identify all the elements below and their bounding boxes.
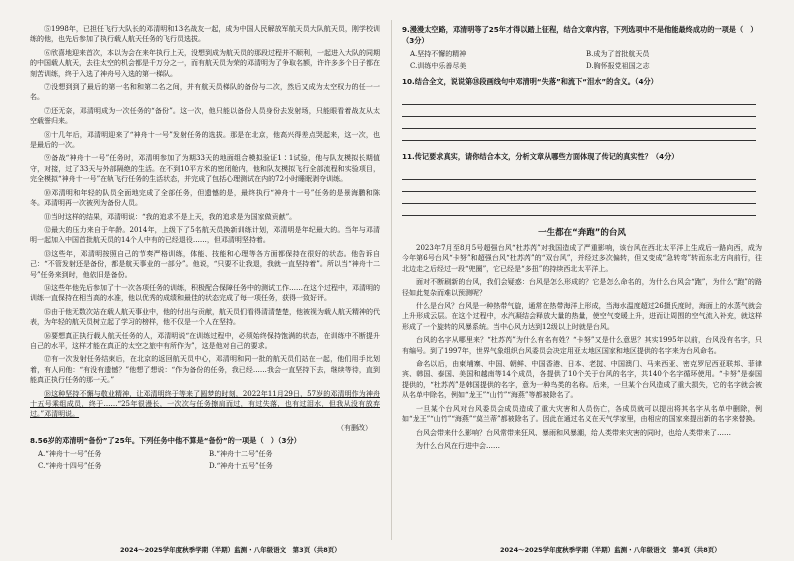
answer-line[interactable] — [402, 105, 756, 117]
option-b[interactable]: B.成为了首批航天员 — [586, 50, 650, 58]
question-8-options — [38, 448, 380, 472]
article-paragraph-8: 为什么台风在行进中会…… — [416, 441, 500, 450]
answer-line[interactable] — [402, 204, 756, 216]
paragraph-6b: ⑦没想到到了最后的第一名和和第二名之间，并有航天员梯队的备份与二次，然后又成为太空权力的任一一名。 — [30, 83, 380, 102]
answer-line[interactable] — [402, 129, 756, 141]
paragraph-5: ⑤1998年，已担任飞行大队长的邓清明和13名战友一起，成为中国人民解放军航天员大队航天员，刚学校训练的他，也先后参加了执行载人航天任务的飞行员选拔。 — [30, 25, 380, 44]
paragraph-18: ⑱这种坚持不懈与敬业精神，让邓清明终于等来了圆梦的时刻，2022年11月29日，57岁的邓清明作为神舟十五号乘组成员，终于……“25年很漫长，一次次与任务擦肩而过，有过失落，也有过泪水，但我从没有放弃过。”邓清明说。 — [30, 389, 380, 419]
answer-lines-10[interactable] — [402, 93, 762, 141]
page-3 — [30, 24, 380, 534]
paragraph-17: ⑰有一次发射任务结束后，在北京的返回航天员中心，邓清明和同一批的航天员们站在一起，他们用手比划着，有人问他：“有没有遗憾？”他想了想说：“作为备份的任务，我已经……我会一直坚持下去，继续等待，直到能真正执行任务的那一天。” — [30, 355, 380, 385]
option-a[interactable]: A.“神舟十一号”任务 — [38, 449, 102, 458]
page-4 — [402, 24, 762, 534]
option-a[interactable]: A.坚持不懈的精神 — [410, 50, 467, 58]
paragraph-7: ⑦还无奈，邓清明成为一次任务的“备份”。这一次，他只能以备份人员身份去发射场，只能眼看着战友从太空载誉归来。 — [30, 106, 380, 126]
answer-line[interactable] — [402, 93, 756, 105]
question-11: 11.传记要求真实，请你结合本文，分析文章从哪些方面体现了传记的真实性？（4分） — [402, 152, 679, 161]
paragraph-11: ⑪当时这样的结果，邓清明说：“我的追求不是上天，我的追求是为国家做贡献”。 — [44, 212, 297, 221]
paragraph-9: ⑨备战“神舟十一号”任务时，邓清明参加了为期33天的地面组合模拟验证1∶1试验，他与队友模拟长期值守，对接，过了33天与外部隔绝的生活。在不到10平方米的密闭舱内，他和队友模拟飞行全部流程和实验项目，完全模拟“神舟十一号”在轨飞行任务的生活状态，并完成了包括心理测试在内的72小时睡眠剥夺训练。 — [30, 154, 380, 184]
answer-lines-11[interactable] — [402, 168, 762, 216]
paragraph-6: ⑥欣喜地迎来首次，本以为会在来年执行上天，没想到成为航天员的那段过程并不顺利，一起进入大队的同期的中国载人航天，去往太空的机会都是千万分之一，而有航天员为荣的邓清明为了争取名额，许许多多个日子都在刻苦训练，终于入选了神舟号入选的第一梯队。 — [30, 48, 380, 78]
question-8: 8.56岁的邓清明“备份”了25年。下列任务中他不算是“备份”的一项是（ ）（3分） — [30, 435, 301, 445]
paragraph-12: ⑫最大的压力来自于年龄。2014年，上级下了5名航天员换新训练计划，邓清明是年纪最大的。当年与邓清明一起加入中国首批航天员的14个人中有的已经退役……，但邓清明坚持着。 — [30, 225, 380, 245]
paragraph-16: ⑯要想真正执行载人航天任务的人，邓清明说“在训练过程中，必须始终保持饱满的状态，在训练中不断提升自己的水平，这样才能在真正的太空之旅中有所作为”，这是他对自己的要求。 — [30, 331, 380, 350]
question-10: 10.结合全文，说说第⑱段画线句中邓清明“失落”和流下“泪水”的含义。（4分） — [402, 77, 658, 86]
page-gutter — [391, 20, 392, 540]
article-paragraph-3: 什么是台风？台风是一种热带气旋，通常在热带海洋上形成，当海水温度超过26摄氏度时，海面上的水蒸气就会上升形成云层。在这个过程中，水汽凝结会释放大量的热量，使空气变暖上升，进而让周围的空气流入补充，就这样形成了一个旋转的风暴系统。当中心风力达到12级以上时就是台风。 — [402, 302, 762, 331]
answer-line[interactable] — [402, 117, 756, 129]
page-footer-right: 2024～2025学年度秋季学期（半期）监测・八年级语文 第4页（共8页） — [500, 546, 721, 554]
question-9: 9.漫漫太空路，邓清明等了25年才得以踏上征程，结合文章内容，下列选项中不是他能最终成功的一项是（ ）（3分） — [402, 25, 758, 45]
page-footer-left: 2024～2025学年度秋季学期（半期）监测・八年级语文 第3页（共8页） — [120, 546, 341, 554]
answer-line[interactable] — [402, 192, 756, 204]
option-c[interactable]: C.训练中乐善尽美 — [410, 62, 467, 70]
paragraph-10: ⑩邓清明和年轻的队员全面地完成了全部任务，但遗憾的是，最终执行“神舟十一号”任务的是景海鹏和陈冬。邓清明再一次被列为备份人员。 — [30, 188, 380, 208]
article-paragraph-5: 命名以后，由柬埔寨、中国、朝鲜、中国香港、日本、老挝、中国澳门、马来西亚、密克罗尼西亚联邦、菲律宾、韩国、泰国、美国和越南等14个成员，各提供了10个关于台风的名字，共140个名字循环使用。“卡努”是泰国提供的，“杜苏芮”是韩国提供的名字，意为一种鸟类的名称。后来，一旦某个台风造成了重大损失，它的名字就会被从名单中除名，例如“龙王”“山竹”“海燕”等都被除名了。 — [402, 360, 762, 400]
article-paragraph-1: 2023年7月至8月5号超强台风“杜苏芮”对我国造成了严重影响，该台风在西北太平洋上生成后一路向西，成为今年第6号台风“卡努”和超强台风“杜苏芮”的“双台风”，并经过多次偏转，但又变成“急转弯”转而东北方向前行，往北边走之后经过一段“兜圈”，它已经是“多扭”的持续西北太平洋上。 — [402, 244, 762, 273]
option-d[interactable]: D.胸怀报党祖国之志 — [586, 62, 650, 70]
answer-line[interactable] — [402, 180, 756, 192]
paragraph-8: ⑧十几年后，邓清明迎来了“神舟十一号”发射任务的选拔。那是在北京，他高兴得差点哭起来，这一次，也是最后的一次。 — [30, 130, 380, 150]
option-c[interactable]: C.“神舟十四号”任务 — [38, 461, 102, 470]
source-note: （有删改） — [337, 423, 372, 432]
article-paragraph-4: 台风的名字从哪里来？“杜苏芮”为什么有名有姓？“卡努”又是什么意思？其实1995年以前，台风没有名字，只有编号。到了1997年，世界气象组织台风委员会决定用亚太地区国家和地区提供的名字来为台风命名。 — [402, 336, 762, 355]
paragraph-15: ⑮由于他无数次站在载人航天事业中，他的付出与贡献，航天员们看得清清楚楚，他被视为载人航天精神的代表，为年轻的航天员树立起了学习的榜样，他不仅是一个人在坚持。 — [30, 307, 380, 327]
article-paragraph-6: 一旦某个台风对台风委员会成员造成了重大灾害和人员伤亡，各成员就可以提出将其名字从名单中删除，例如“龙王”“山竹”“海燕”“莫兰蒂”都被除名了。因此在通过名义在天气学家里，由相应的国家来提出新的名字来替换。 — [402, 404, 762, 424]
option-b[interactable]: B.“神舟十二号”任务 — [209, 449, 273, 458]
question-9-options — [410, 48, 762, 72]
answer-line[interactable] — [402, 168, 756, 180]
article-paragraph-7: 台风会带来什么影响？台风常带来狂风、暴雨和风暴潮，给人类带来灾害的同时，也给人类带来了…… — [416, 428, 731, 437]
paragraph-13: ⑬这些年，邓清明按照自己的节奏严格训练，体能、技能和心理等各方面都保持在很好的状态。他告诉自己：“不管发射还是备份，都是航天事业的一部分”。他说，“只要不让我退，我就一直坚持着”。所以当“神舟十二号”任务来到时，他依旧是备份。 — [30, 249, 380, 279]
paragraph-14: ⑭这些年他先后参加了十一次各项任务的训练，积极配合保障任务中的测试工作……在这个过程中，邓清明的训练一直保持在相当高的水准，他以优秀的成绩和最佳的状态完成了每一项任务，获得一致好评。 — [30, 283, 380, 303]
option-d[interactable]: D.“神舟十五号”任务 — [209, 461, 273, 470]
article-paragraph-2: 面对不断刷新的台风，我们会疑惑：台风是怎么形成的？它是怎么命名的，为什么台风会“跑”，为什么“跑”的路径如此复杂而难以预测呢？ — [402, 278, 762, 297]
article-title: 一生都在“奔跑”的台风 — [538, 228, 626, 238]
